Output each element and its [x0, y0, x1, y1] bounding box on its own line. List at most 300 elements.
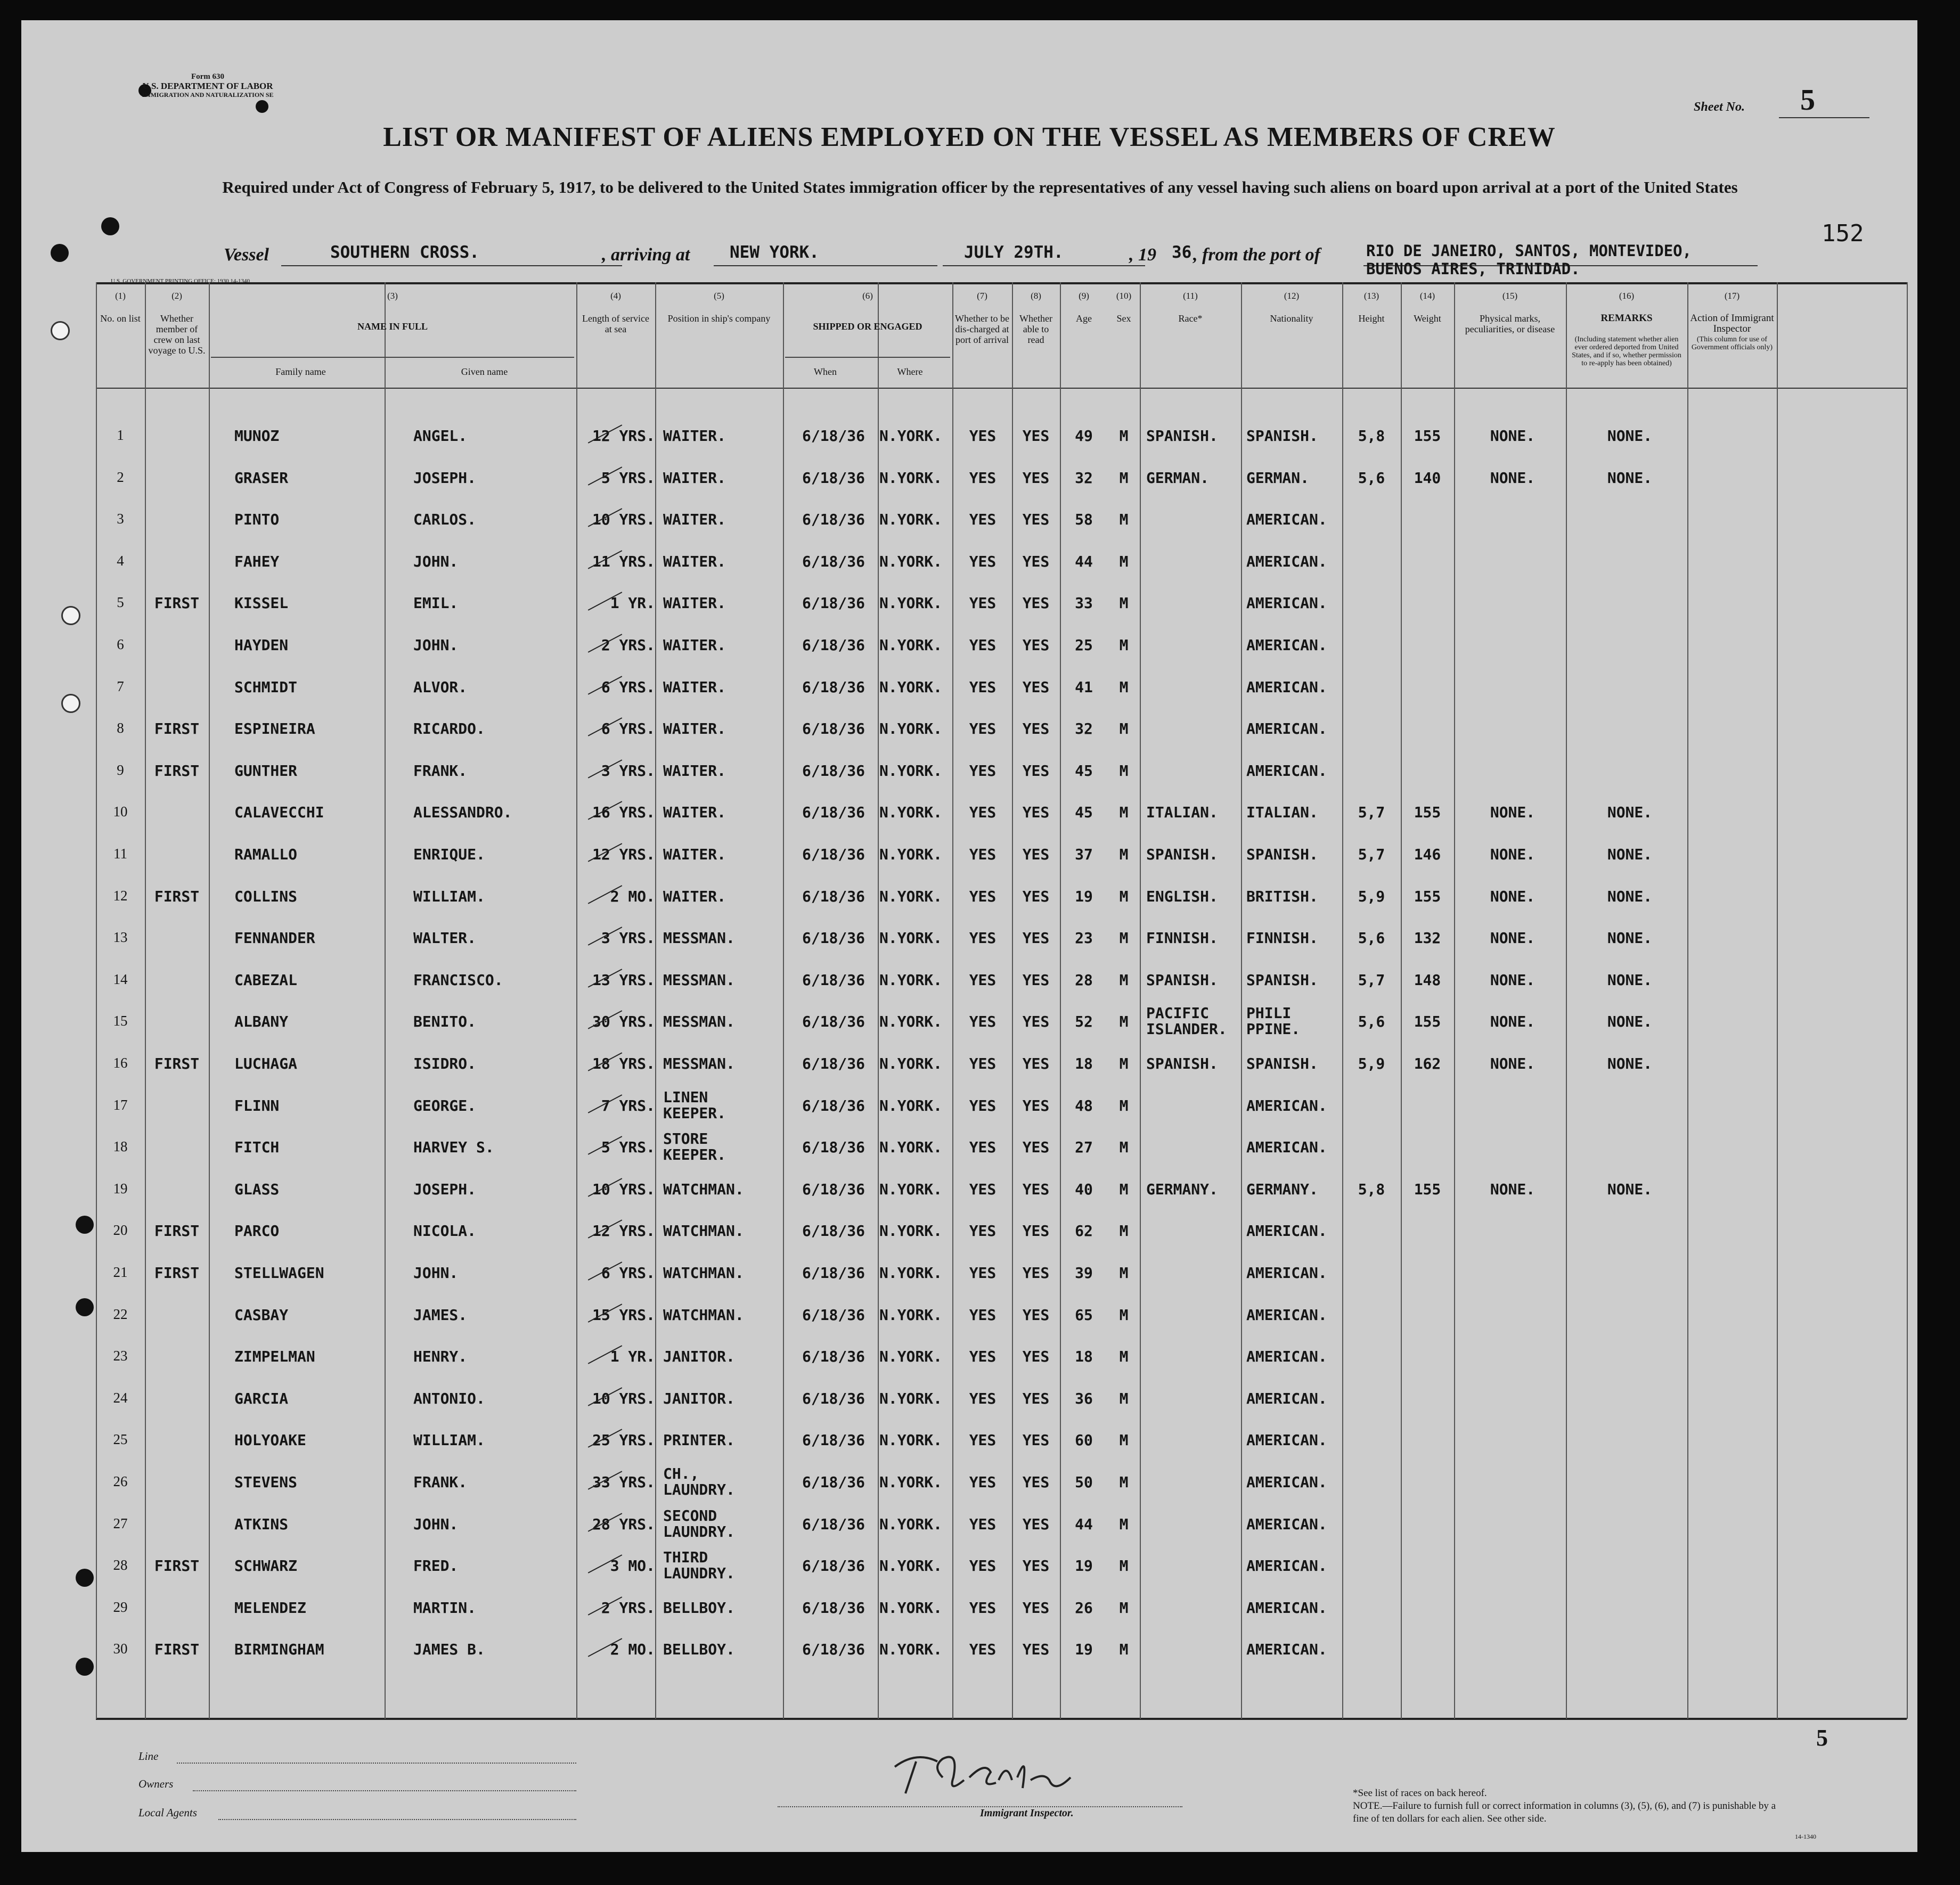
cell-where: N.YORK. [879, 1264, 942, 1282]
penalty-note: NOTE.—Failure to furnish full or correct information in columns (3), (5), (6), and (7) is punishable by a fine of ten dollars for each alien. See other side. [1353, 1800, 1776, 1824]
cell-sex: M [1119, 887, 1129, 905]
cell-service: 12 YRS. [592, 1222, 655, 1240]
cell-when: 6/18/36 [802, 1222, 865, 1240]
cell-family: RAMALLO [234, 846, 298, 863]
page-subtitle: Required under Act of Congress of February 5, 1917, to be delivered to the United States immigration officer by the representatives of any vessel having such aliens on board upon arrival at a port of the United States [222, 178, 1738, 196]
column-number: (1) [115, 291, 126, 301]
cell-nationality: AMERICAN. [1246, 552, 1327, 570]
cell-age: 23 [1075, 929, 1093, 947]
cell-nationality: AMERICAN. [1246, 678, 1327, 696]
column-subheader: Family name [275, 366, 326, 377]
cell-age: 25 [1075, 636, 1093, 654]
cell-where: N.YORK. [879, 1096, 942, 1114]
printer-line: U.S. GOVERNMENT PRINTING OFFICE: 1930 14-1340 [111, 278, 250, 284]
cell-service: 13 YRS. [592, 971, 655, 989]
cell-discharged: YES [969, 1264, 997, 1282]
cell-sex: M [1119, 1431, 1129, 1449]
column-header: NAME IN FULL [357, 321, 428, 332]
cell-family: SCHWARZ [234, 1557, 298, 1575]
cell-nationality: SPANISH. [1246, 846, 1318, 863]
cell-where: N.YORK. [879, 678, 942, 696]
cell-sex: M [1119, 1180, 1129, 1198]
cell-given: JOHN. [413, 552, 459, 570]
cell-age: 49 [1075, 427, 1093, 445]
cell-discharged: YES [969, 469, 997, 487]
cell-age: 19 [1075, 887, 1093, 905]
cell-given: FRANK. [413, 1473, 468, 1491]
column-note: (This column for use of Government officials only) [1691, 335, 1773, 351]
cell-given: JOHN. [413, 1264, 459, 1282]
cell-where: N.YORK. [879, 594, 942, 612]
cell-sex: M [1119, 761, 1129, 780]
cell-weight: 162 [1414, 1055, 1441, 1072]
cell-family: FENNANDER [234, 929, 315, 947]
cell-discharged: YES [969, 1222, 997, 1240]
cell-discharged: YES [969, 1348, 997, 1366]
cell-last-voyage: FIRST [154, 1055, 200, 1072]
cell-no: 9 [117, 761, 124, 778]
ring-hole-icon [61, 606, 80, 625]
cell-when: 6/18/36 [802, 1096, 865, 1114]
cell-marks: NONE. [1490, 846, 1536, 863]
cell-family: MUNOZ [234, 427, 280, 445]
cell-read: YES [1022, 1641, 1050, 1659]
line-dots [177, 1763, 576, 1764]
cell-remarks: NONE. [1607, 887, 1653, 905]
cell-no: 12 [113, 887, 128, 904]
sheet-number: 5 [1800, 84, 1815, 117]
column-rule [96, 282, 97, 1719]
cell-family: HAYDEN [234, 636, 289, 654]
cell-sex: M [1119, 1264, 1129, 1282]
column-header: Sex [1116, 313, 1131, 324]
cell-no: 4 [117, 552, 124, 569]
cell-position: WATCHMAN. [663, 1222, 744, 1240]
date-underline [943, 265, 1145, 266]
cell-no: 11 [113, 846, 127, 862]
cell-race: SPANISH. [1146, 1055, 1218, 1072]
cell-last-voyage: FIRST [154, 1557, 200, 1575]
cell-service: 5 YRS. [601, 1138, 655, 1157]
cell-discharged: YES [969, 1096, 997, 1114]
cell-height: 5,7 [1358, 804, 1385, 822]
cell-remarks: NONE. [1607, 1013, 1653, 1031]
cell-age: 32 [1075, 469, 1093, 487]
cell-family: CABEZAL [234, 971, 298, 989]
cell-position: WAITER. [663, 469, 726, 487]
cell-height: 5,6 [1358, 469, 1385, 487]
cell-discharged: YES [969, 1557, 997, 1575]
cell-age: 18 [1075, 1348, 1093, 1366]
cell-discharged: YES [969, 1473, 997, 1491]
cell-nationality: AMERICAN. [1246, 1389, 1327, 1407]
cell-given: ISIDRO. [413, 1055, 477, 1072]
cell-family: ESPINEIRA [234, 720, 315, 738]
cell-family: STELLWAGEN [234, 1264, 324, 1282]
cell-no: 27 [113, 1515, 128, 1531]
cell-position: MESSMAN. [663, 929, 735, 947]
cell-remarks: NONE. [1607, 804, 1653, 822]
cell-discharged: YES [969, 846, 997, 863]
cell-service: 10 YRS. [592, 1389, 655, 1407]
punch-hole-icon [256, 100, 268, 113]
cell-given: JOHN. [413, 636, 459, 654]
cell-family: BIRMINGHAM [234, 1641, 324, 1659]
cell-sex: M [1119, 929, 1129, 947]
cell-sex: M [1119, 594, 1129, 612]
cell-when: 6/18/36 [802, 1180, 865, 1198]
cell-position: WATCHMAN. [663, 1306, 744, 1324]
cell-given: JOSEPH. [413, 469, 477, 487]
column-number: (9) [1079, 291, 1089, 301]
departure-ports-2: BUENOS AIRES, TRINIDAD. [1366, 260, 1580, 278]
cell-read: YES [1022, 971, 1050, 989]
cell-where: N.YORK. [879, 427, 942, 445]
inspector-signature [884, 1730, 1108, 1804]
cell-nationality: AMERICAN. [1246, 1599, 1327, 1617]
cell-service: 3 YRS. [601, 761, 655, 780]
cell-nationality: AMERICAN. [1246, 1557, 1327, 1575]
cell-position: WAITER. [663, 761, 726, 780]
cell-read: YES [1022, 594, 1050, 612]
cell-where: N.YORK. [879, 846, 942, 863]
cell-sex: M [1119, 1013, 1129, 1031]
cell-where: N.YORK. [879, 804, 942, 822]
cell-no: 14 [113, 971, 128, 987]
cell-read: YES [1022, 804, 1050, 822]
cell-position: WAITER. [663, 552, 726, 570]
cell-read: YES [1022, 846, 1050, 863]
table-bottom-rule [96, 1718, 1907, 1720]
cell-sex: M [1119, 469, 1129, 487]
cell-family: COLLINS [234, 887, 298, 905]
cell-race: FINNISH. [1146, 929, 1218, 947]
cell-position: WAITER. [663, 594, 726, 612]
cell-sex: M [1119, 1599, 1129, 1617]
column-rule [952, 282, 953, 1719]
cell-age: 40 [1075, 1180, 1093, 1198]
cell-position: THIRD LAUNDRY. [663, 1548, 735, 1583]
cell-no: 5 [117, 594, 124, 611]
cell-race: SPANISH. [1146, 427, 1218, 445]
cell-position: WAITER. [663, 887, 726, 905]
cell-service: 10 YRS. [592, 1180, 655, 1198]
cell-given: JAMES. [413, 1306, 468, 1324]
cell-no: 8 [117, 720, 124, 736]
cell-position: MESSMAN. [663, 1055, 735, 1072]
cell-weight: 155 [1414, 887, 1441, 905]
sheet-number-line [1779, 117, 1869, 118]
cell-where: N.YORK. [879, 1641, 942, 1659]
cell-position: LINEN KEEPER. [663, 1088, 726, 1122]
cell-no: 24 [113, 1389, 128, 1406]
cell-when: 6/18/36 [802, 1431, 865, 1449]
column-header: Age [1076, 313, 1092, 324]
cell-remarks: NONE. [1607, 427, 1653, 445]
column-rule [385, 282, 386, 1719]
column-subheader: When [814, 366, 837, 377]
cell-race: ENGLISH. [1146, 887, 1218, 905]
cell-age: 48 [1075, 1096, 1093, 1114]
cell-last-voyage: FIRST [154, 720, 200, 738]
cell-where: N.YORK. [879, 1473, 942, 1491]
cell-given: CARLOS. [413, 511, 477, 529]
cell-when: 6/18/36 [802, 636, 865, 654]
cell-no: 19 [113, 1180, 128, 1196]
cell-no: 22 [113, 1306, 128, 1322]
column-header: Nationality [1270, 313, 1313, 324]
column-header: Whether to be dis-charged at port of arrival [955, 313, 1009, 345]
column-rule [1687, 282, 1688, 1719]
cell-discharged: YES [969, 1180, 997, 1198]
cell-no: 15 [113, 1013, 128, 1029]
cell-family: HOLYOAKE [234, 1431, 306, 1449]
cell-when: 6/18/36 [802, 804, 865, 822]
cell-service: 3 YRS. [601, 929, 655, 947]
cell-position: SECOND LAUNDRY. [663, 1506, 735, 1540]
cell-age: 32 [1075, 720, 1093, 738]
cell-read: YES [1022, 761, 1050, 780]
column-number: (5) [714, 291, 724, 301]
cell-sex: M [1119, 1096, 1129, 1114]
cell-where: N.YORK. [879, 1389, 942, 1407]
cell-service: 2 MO. [610, 1641, 655, 1659]
cell-last-voyage: FIRST [154, 761, 200, 780]
column-rule [1454, 282, 1455, 1719]
cell-family: GRASER [234, 469, 289, 487]
cell-service: 2 YRS. [601, 636, 655, 654]
cell-read: YES [1022, 678, 1050, 696]
cell-sex: M [1119, 1515, 1129, 1533]
cell-height: 5,7 [1358, 846, 1385, 863]
cell-position: WAITER. [663, 720, 726, 738]
cell-where: N.YORK. [879, 1348, 942, 1366]
cell-family: STEVENS [234, 1473, 298, 1491]
column-header: Position in ship's company [667, 313, 771, 324]
footer-notes [1353, 1787, 1779, 1825]
cell-discharged: YES [969, 1515, 997, 1533]
arrival-year: 36 [1172, 243, 1192, 262]
cell-where: N.YORK. [879, 1222, 942, 1240]
cell-nationality: GERMANY. [1246, 1180, 1318, 1198]
cell-service: 12 YRS. [592, 846, 655, 863]
cell-age: 65 [1075, 1306, 1093, 1324]
cell-given: NICOLA. [413, 1222, 477, 1240]
cell-sex: M [1119, 427, 1129, 445]
cell-sex: M [1119, 804, 1129, 822]
cell-when: 6/18/36 [802, 1055, 865, 1072]
cell-when: 6/18/36 [802, 1515, 865, 1533]
cell-position: PRINTER. [663, 1431, 735, 1449]
cell-height: 5,6 [1358, 1013, 1385, 1031]
cell-discharged: YES [969, 511, 997, 529]
year-prefix: , 19 [1129, 245, 1156, 265]
cell-sex: M [1119, 846, 1129, 863]
cell-given: JOSEPH. [413, 1180, 477, 1198]
column-rule [1907, 282, 1908, 1719]
cell-no: 29 [113, 1599, 128, 1615]
cell-marks: NONE. [1490, 929, 1536, 947]
column-rule [1241, 282, 1242, 1719]
column-rule [1777, 282, 1778, 1719]
cell-position: WAITER. [663, 804, 726, 822]
cell-family: GLASS [234, 1180, 280, 1198]
cell-read: YES [1022, 552, 1050, 570]
cell-given: HARVEY S. [413, 1138, 494, 1157]
cell-service: 6 YRS. [601, 720, 655, 738]
cell-nationality: GERMAN. [1246, 469, 1310, 487]
cell-family: SCHMIDT [234, 678, 298, 696]
cell-service: 28 YRS. [592, 1515, 655, 1533]
cell-no: 10 [113, 804, 128, 820]
cell-remarks: NONE. [1607, 971, 1653, 989]
table-header-rule [96, 388, 1907, 389]
cell-position: WAITER. [663, 678, 726, 696]
cell-discharged: YES [969, 720, 997, 738]
cell-no: 28 [113, 1557, 128, 1573]
cell-sex: M [1119, 636, 1129, 654]
cell-read: YES [1022, 1515, 1050, 1533]
cell-age: 45 [1075, 761, 1093, 780]
cell-last-voyage: FIRST [154, 887, 200, 905]
cell-given: WALTER. [413, 929, 477, 947]
cell-nationality: AMERICAN. [1246, 1222, 1327, 1240]
cell-service: 7 YRS. [601, 1096, 655, 1114]
cell-nationality: SPANISH. [1246, 971, 1318, 989]
column-number: (6) [862, 291, 873, 301]
cell-read: YES [1022, 1055, 1050, 1072]
table-top-rule [96, 282, 1907, 284]
cell-discharged: YES [969, 1599, 997, 1617]
column-rule [1012, 282, 1013, 1719]
cell-where: N.YORK. [879, 636, 942, 654]
column-header: SHIPPED OR ENGAGED [813, 321, 922, 332]
cell-when: 6/18/36 [802, 1389, 865, 1407]
cell-read: YES [1022, 1138, 1050, 1157]
cell-where: N.YORK. [879, 1138, 942, 1157]
cell-given: FRANK. [413, 761, 468, 780]
cell-sex: M [1119, 1138, 1129, 1157]
cell-where: N.YORK. [879, 552, 942, 570]
cell-family: FITCH [234, 1138, 280, 1157]
cell-service: 10 YRS. [592, 511, 655, 529]
cell-family: ALBANY [234, 1013, 289, 1031]
cell-read: YES [1022, 636, 1050, 654]
cell-race: GERMAN. [1146, 469, 1210, 487]
cell-where: N.YORK. [879, 929, 942, 947]
cell-position: MESSMAN. [663, 1013, 735, 1031]
cell-sex: M [1119, 1557, 1129, 1575]
column-number: (14) [1419, 291, 1435, 301]
cell-sex: M [1119, 720, 1129, 738]
column-subheader: Given name [461, 366, 508, 377]
cell-no: 3 [117, 511, 124, 527]
cell-given: JOHN. [413, 1515, 459, 1533]
cell-weight: 148 [1414, 971, 1441, 989]
cell-where: N.YORK. [879, 971, 942, 989]
column-number: (16) [1619, 291, 1635, 301]
column-number: (7) [977, 291, 987, 301]
cell-discharged: YES [969, 1138, 997, 1157]
cell-when: 6/18/36 [802, 1013, 865, 1031]
cell-marks: NONE. [1490, 804, 1536, 822]
cell-age: 27 [1075, 1138, 1093, 1157]
cell-where: N.YORK. [879, 1180, 942, 1198]
cell-age: 28 [1075, 971, 1093, 989]
cell-read: YES [1022, 1557, 1050, 1575]
cell-race: SPANISH. [1146, 846, 1218, 863]
cell-nationality: AMERICAN. [1246, 1473, 1327, 1491]
cell-read: YES [1022, 1389, 1050, 1407]
column-rule [576, 282, 577, 1719]
cell-nationality: AMERICAN. [1246, 1264, 1327, 1282]
subheader-rule [785, 357, 950, 358]
cell-when: 6/18/36 [802, 1473, 865, 1491]
ring-hole-icon [61, 694, 80, 713]
cell-no: 18 [113, 1138, 128, 1155]
cell-no: 23 [113, 1348, 128, 1364]
cell-age: 41 [1075, 678, 1093, 696]
cell-nationality: AMERICAN. [1246, 1306, 1327, 1324]
cell-last-voyage: FIRST [154, 1222, 200, 1240]
cell-discharged: YES [969, 1306, 997, 1324]
cell-nationality: ITALIAN. [1246, 804, 1318, 822]
column-number: (15) [1502, 291, 1518, 301]
page-title: LIST OR MANIFEST OF ALIENS EMPLOYED ON THE VESSEL AS MEMBERS OF CREW [383, 122, 1556, 152]
cell-read: YES [1022, 1431, 1050, 1449]
cell-given: ALESSANDRO. [413, 804, 512, 822]
cell-marks: NONE. [1490, 1055, 1536, 1072]
cell-read: YES [1022, 887, 1050, 905]
line-label: Line [138, 1750, 159, 1763]
cell-position: BELLBOY. [663, 1599, 735, 1617]
cell-read: YES [1022, 1096, 1050, 1114]
cell-service: 16 YRS. [592, 804, 655, 822]
cell-family: FAHEY [234, 552, 280, 570]
cell-remarks: NONE. [1607, 1055, 1653, 1072]
cell-weight: 155 [1414, 804, 1441, 822]
cell-sex: M [1119, 971, 1129, 989]
cell-no: 6 [117, 636, 124, 652]
cell-service: 5 YRS. [601, 469, 655, 487]
cell-where: N.YORK. [879, 887, 942, 905]
cell-discharged: YES [969, 1013, 997, 1031]
local-agents-label: Local Agents [138, 1806, 197, 1819]
owners-label: Owners [138, 1777, 174, 1790]
cell-no: 26 [113, 1473, 128, 1489]
cell-read: YES [1022, 720, 1050, 738]
cell-read: YES [1022, 1348, 1050, 1366]
cell-when: 6/18/36 [802, 971, 865, 989]
cell-where: N.YORK. [879, 1306, 942, 1324]
cell-given: EMIL. [413, 594, 459, 612]
cell-sex: M [1119, 1389, 1129, 1407]
cell-read: YES [1022, 1264, 1050, 1282]
cell-when: 6/18/36 [802, 511, 865, 529]
cell-no: 20 [113, 1222, 128, 1239]
arriving-label: , arriving at [602, 245, 690, 265]
cell-discharged: YES [969, 929, 997, 947]
cell-sex: M [1119, 678, 1129, 696]
cell-race: PACIFIC ISLANDER. [1146, 1004, 1227, 1038]
cell-where: N.YORK. [879, 720, 942, 738]
cell-height: 5,8 [1358, 427, 1385, 445]
cell-service: 11 YRS. [592, 552, 655, 570]
cell-discharged: YES [969, 1431, 997, 1449]
cell-when: 6/18/36 [802, 846, 865, 863]
cell-family: PINTO [234, 511, 280, 529]
cell-read: YES [1022, 469, 1050, 487]
